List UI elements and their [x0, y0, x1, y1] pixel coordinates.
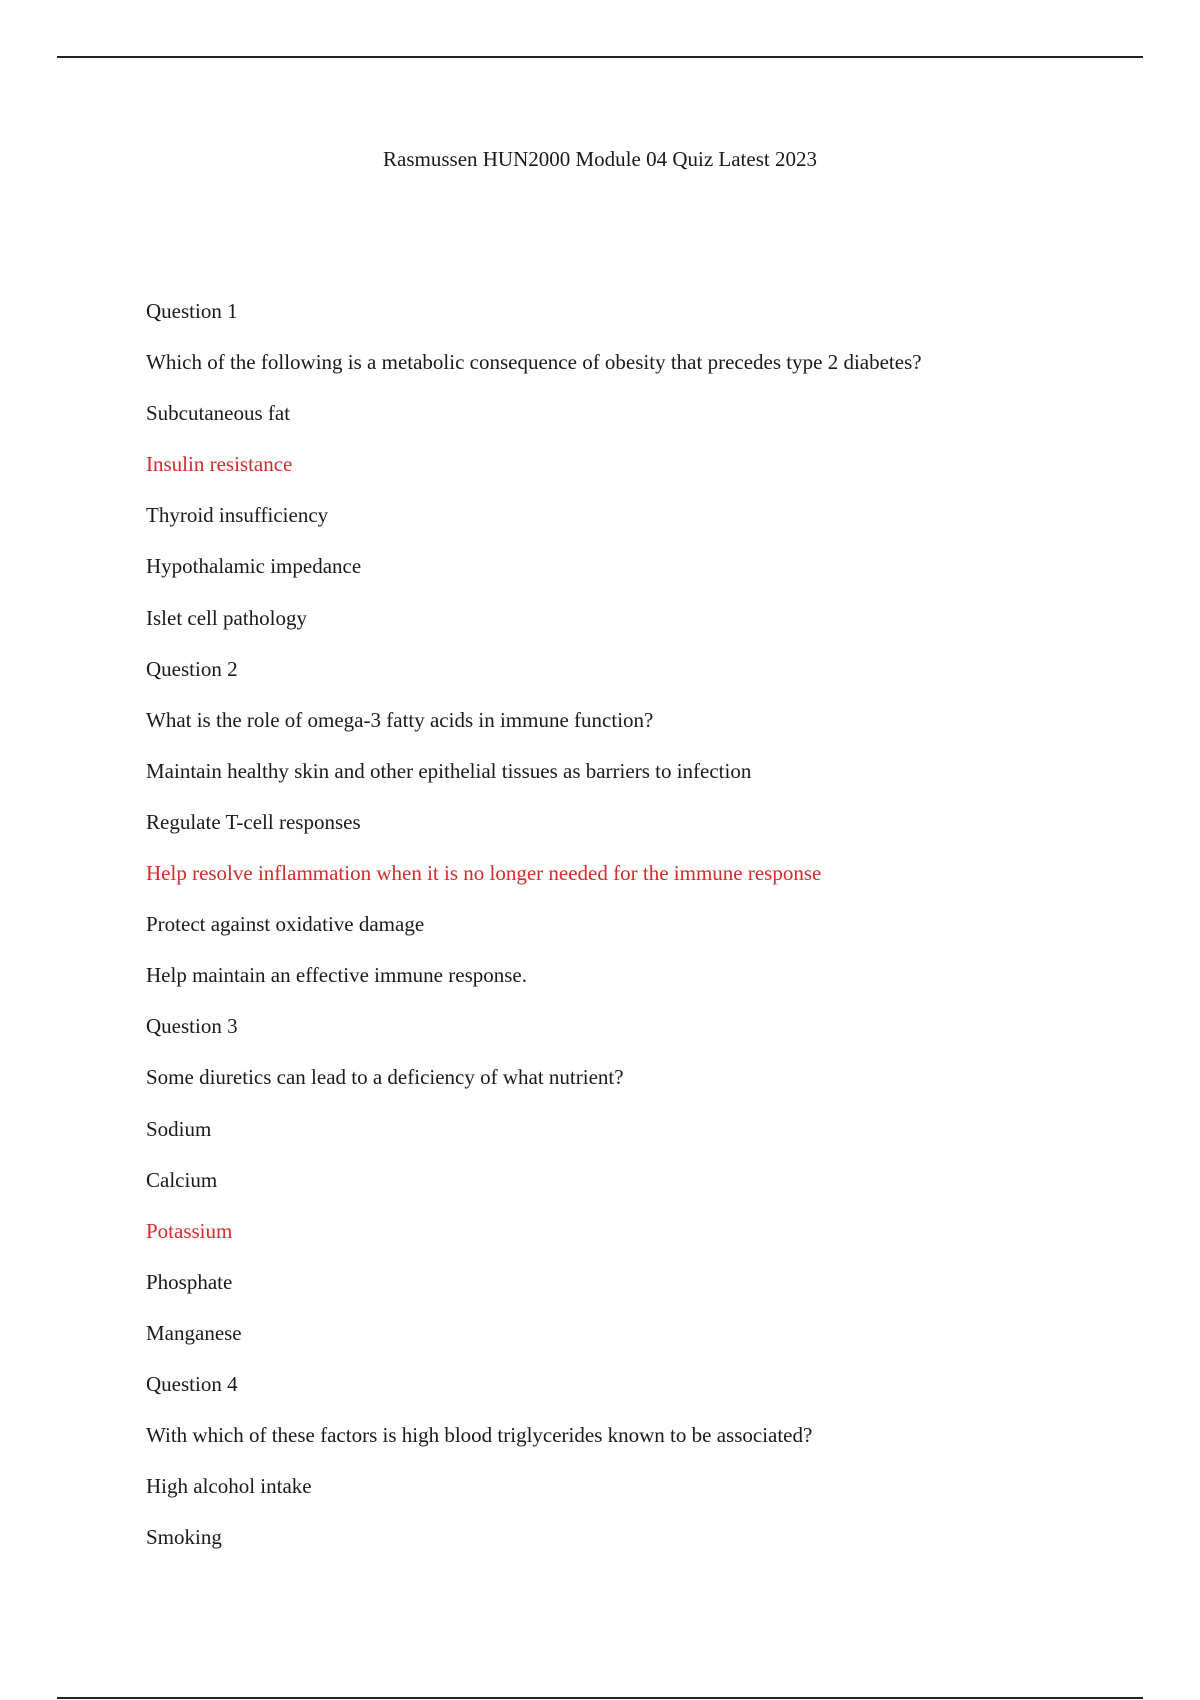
question-1-option-2-correct: Insulin resistance	[146, 452, 293, 477]
question-3-label: Question 3	[146, 1014, 238, 1039]
question-2-option-5: Help maintain an effective immune response.	[146, 963, 527, 988]
document-title: Rasmussen HUN2000 Module 04 Quiz Latest 2023	[383, 147, 817, 171]
question-4-option-1: High alcohol intake	[146, 1474, 312, 1499]
question-3-prompt: Some diuretics can lead to a deficiency of what nutrient?	[146, 1065, 624, 1090]
question-2-option-1: Maintain healthy skin and other epithelial tissues as barriers to infection	[146, 758, 752, 783]
top-rule	[57, 56, 1143, 58]
question-4-option-2: Smoking	[146, 1525, 222, 1550]
question-3-option-4: Phosphate	[146, 1269, 233, 1294]
question-3-option-3-correct: Potassium	[146, 1218, 233, 1243]
question-1-option-1: Subcutaneous fat	[146, 401, 291, 426]
question-3-option-1: Sodium	[146, 1116, 212, 1141]
question-1-option-4: Hypothalamic impedance	[146, 554, 362, 579]
bottom-rule	[57, 1697, 1143, 1699]
question-1-option-3: Thyroid insufficiency	[146, 503, 329, 528]
question-2-prompt: What is the role of omega-3 fatty acids in immune function?	[146, 707, 654, 732]
question-1-label: Question 1	[146, 299, 238, 323]
question-2-label: Question 2	[146, 656, 238, 681]
quiz-content	[146, 296, 1146, 1573]
question-1-option-5: Islet cell pathology	[146, 605, 307, 630]
question-3-option-2: Calcium	[146, 1167, 218, 1192]
question-2-option-4: Protect against oxidative damage	[146, 912, 425, 937]
question-2-option-2: Regulate T-cell responses	[146, 809, 361, 834]
question-1-prompt: Which of the following is a metabolic consequence of obesity that precedes type 2 diabetes?	[146, 350, 922, 375]
question-4-label: Question 4	[146, 1371, 238, 1396]
question-2-option-3-correct: Help resolve inflammation when it is no longer needed for the immune response	[146, 861, 822, 886]
question-3-option-5: Manganese	[146, 1320, 242, 1345]
question-4-prompt: With which of these factors is high blood triglycerides known to be associated?	[146, 1423, 813, 1448]
